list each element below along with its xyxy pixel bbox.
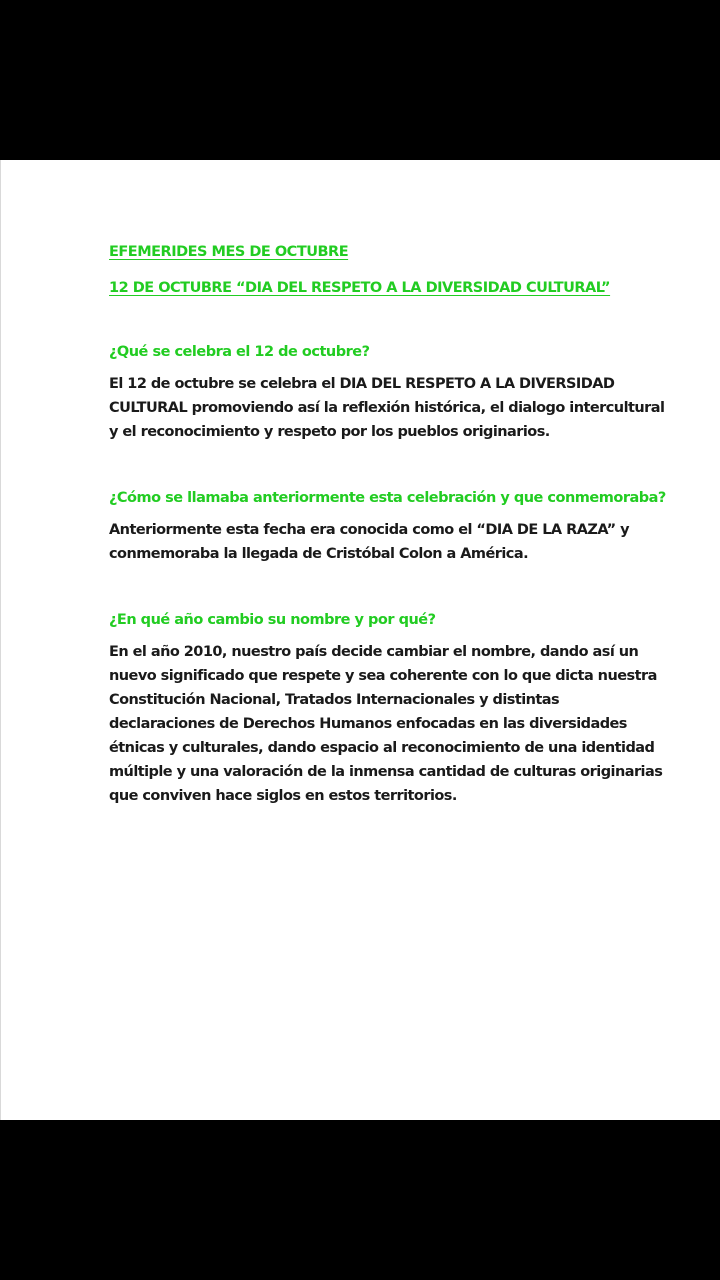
answer-paragraph: El 12 de octubre se celebra el DIA DEL RESPETO A LA DIVERSIDAD CULTURAL promoviendo así la reflexión histórica, el dialogo intercultural y el reconocimiento y respeto por los pueblos originarios. xyxy=(109,376,665,440)
question-heading: ¿Cómo se llamaba anteriormente esta celebración y que conmemoraba? xyxy=(109,490,666,506)
answer-paragraph: En el año 2010, nuestro país decide cambiar el nombre, dando así un nuevo significado que respete y sea coherente con lo que dicta nuestra Constitución Nacional, Tratados Internacionales y distintas declaraciones de Derechos Humanos enfocadas en las diversidades étnicas y culturales, dando espacio al reconocimiento de una identidad múltiple y una valoración de la inmensa cantidad de culturas originarias que conviven hace siglos en estos territorios. xyxy=(109,644,663,804)
document-title: EFEMERIDES MES DE OCTUBRE xyxy=(109,244,349,260)
question-heading: ¿En qué año cambio su nombre y por qué? xyxy=(109,612,436,628)
document-subtitle: 12 DE OCTUBRE “DIA DEL RESPETO A LA DIVERSIDAD CULTURAL” xyxy=(109,280,611,296)
document-content xyxy=(109,242,669,808)
document-page[interactable] xyxy=(0,160,720,1120)
answer-paragraph: Anteriormente esta fecha era conocida como el “DIA DE LA RAZA” y conmemoraba la llegada de Cristóbal Colon a América. xyxy=(109,522,630,562)
question-heading: ¿Qué se celebra el 12 de octubre? xyxy=(109,344,370,360)
